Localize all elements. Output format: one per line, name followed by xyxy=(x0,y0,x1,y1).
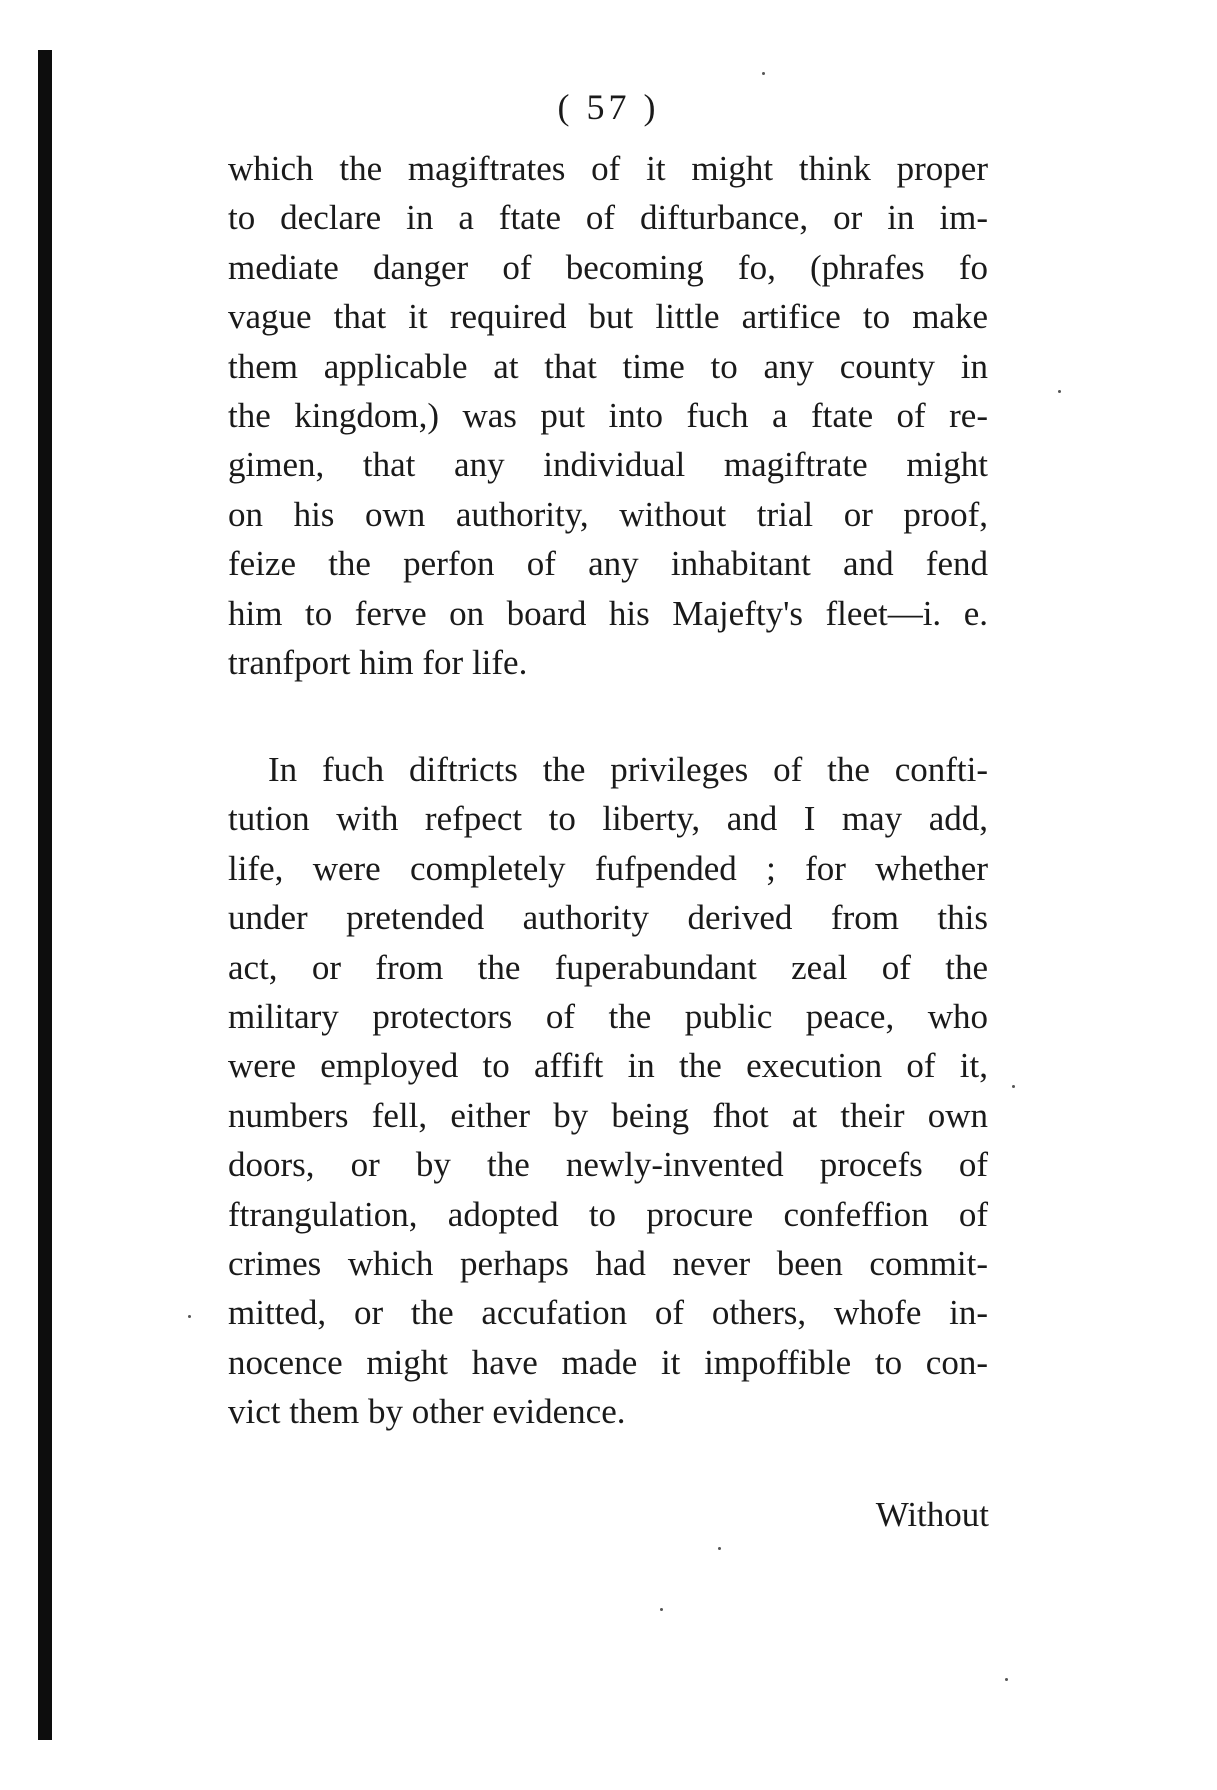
paragraph-2 xyxy=(228,745,988,1436)
text-line: tution with refpect to liberty, and I may add, xyxy=(228,799,988,839)
text-line: tranfport him for life. xyxy=(228,642,528,682)
page-number: ( 57 ) xyxy=(557,87,660,127)
text-line: under pretended authority derived from this xyxy=(228,898,988,938)
text-line: gimen, that any individual magiftrate might xyxy=(228,445,988,485)
text-line: mediate danger of becoming fo, (phrafes fo xyxy=(228,247,988,287)
text-line: feize the perfon of any inhabitant and fend xyxy=(228,544,988,584)
text-line: ftrangulation, adopted to procure confeffion of xyxy=(228,1194,988,1234)
paper-speck xyxy=(1012,1085,1015,1088)
text-line: vague that it required but little artifice to make xyxy=(228,297,988,337)
paper-speck xyxy=(660,1608,663,1611)
text-line: to declare in a ftate of difturbance, or in im- xyxy=(228,198,988,238)
paper-speck xyxy=(1058,390,1061,393)
text-line: doors, or by the newly-invented procefs of xyxy=(228,1145,988,1185)
binding-gutter-shadow xyxy=(38,50,52,1740)
text-line: mitted, or the accufation of others, whofe in- xyxy=(228,1293,988,1333)
text-line: the kingdom,) was put into fuch a ftate of re- xyxy=(228,395,988,435)
text-line: him to ferve on board his Majefty's fleet—i. e. xyxy=(228,593,988,633)
catchword: Without xyxy=(875,1495,989,1534)
text-line: crimes which perhaps had never been commit- xyxy=(228,1243,988,1283)
text-line: nocence might have made it impoffible to con- xyxy=(228,1342,988,1382)
paper-speck xyxy=(188,1315,191,1318)
text-line: on his own authority, without trial or proof, xyxy=(228,494,988,534)
text-line: military protectors of the public peace, who xyxy=(228,996,988,1036)
text-line: In fuch diftricts the privileges of the confti- xyxy=(268,750,988,789)
paper-speck xyxy=(762,72,765,75)
paper-speck xyxy=(718,1547,721,1550)
text-line: them applicable at that time to any county in xyxy=(228,346,988,386)
text-line: act, or from the fuperabundant zeal of the xyxy=(228,947,988,987)
paragraph-1 xyxy=(228,144,988,687)
text-line: were employed to affift in the execution of it, xyxy=(228,1046,988,1086)
text-line: numbers fell, either by being fhot at their own xyxy=(228,1095,988,1135)
paper-speck xyxy=(1005,1678,1008,1681)
text-line: vict them by other evidence. xyxy=(228,1392,626,1432)
text-line: life, were completely fufpended ; for whether xyxy=(228,848,988,888)
text-line: which the magiftrates of it might think proper xyxy=(228,149,988,188)
